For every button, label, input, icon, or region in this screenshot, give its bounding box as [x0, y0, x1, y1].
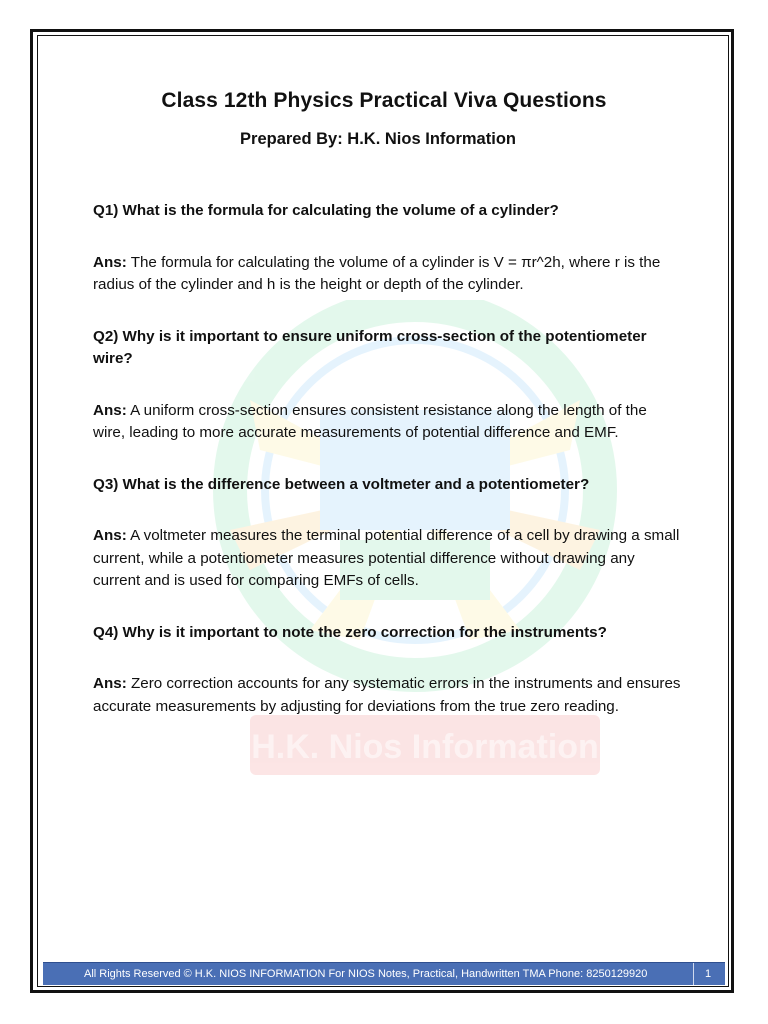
answer-3	[93, 525, 683, 593]
question-1: Q1) What is the formula for calculating the volume of a cylinder?	[93, 202, 559, 219]
footer-copyright: All Rights Reserved © H.K. NIOS INFORMATION For NIOS Notes, Practical, Handwritten TMA Phone: 8250129920	[84, 968, 648, 980]
qa-list	[93, 200, 683, 718]
answer-label: Ans:	[93, 253, 127, 271]
answer-label: Ans:	[93, 527, 127, 544]
question-3: Q3) What is the difference between a voltmeter and a potentiometer?	[93, 475, 590, 493]
answer-label: Ans:	[93, 675, 127, 692]
answer-text: The formula for calculating the volume of a cylinder is V = πr^2h, where r is the radius of the cylinder and h is the height or depth of the cylinder.	[93, 253, 661, 293]
page-footer	[43, 962, 725, 985]
footer-divider	[693, 963, 694, 985]
question-2: Q2) Why is it important to ensure uniform cross-section of the potentiometer wire?	[93, 327, 647, 367]
answer-label: Ans:	[93, 401, 127, 419]
answer-text: A uniform cross-section ensures consistent resistance along the length of the wire, leading to more accurate measurements of potential difference and EMF.	[93, 401, 647, 441]
page-title: Class 12th Physics Practical Viva Questions	[161, 89, 607, 112]
answer-text: A voltmeter measures the terminal potential difference of a cell by drawing a small current, while a potentiometer measures potential difference without drawing any current and is used for comparing EMFs of cells.	[93, 527, 680, 589]
page-number: 1	[705, 968, 712, 980]
watermark-text: H.K. Nios Information	[251, 728, 599, 766]
question-4: Q4) Why is it important to note the zero correction for the instruments?	[93, 623, 607, 641]
answer-2	[93, 400, 683, 445]
answer-1	[93, 252, 683, 297]
page-subtitle: Prepared By: H.K. Nios Information	[240, 130, 516, 148]
answer-text: Zero correction accounts for any systematic errors in the instruments and ensures accurate measurements by adjusting for deviations from the true zero reading.	[93, 675, 681, 715]
answer-4	[93, 673, 683, 718]
